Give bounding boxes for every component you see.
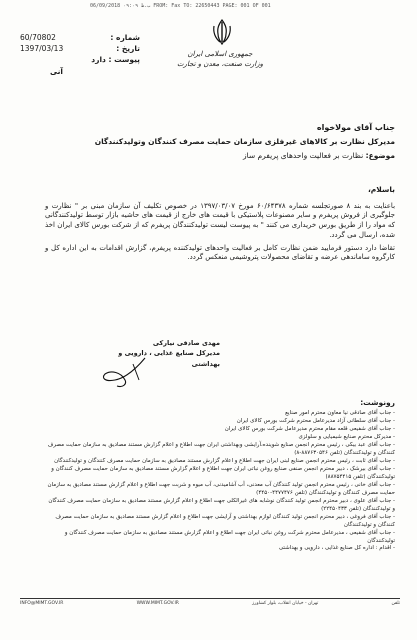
fax-header: 06/09/2018 ۰۹:۰۹ ب.ظ FROM: Fax TO: 22650443 PAGE: 001 OF 001 [90, 3, 271, 9]
addressee-block [45, 122, 395, 161]
cc-item: - جناب آقای خانی ، رئیس محترم انجمن تولید کنندگان آب معدنی، آب آشامیدنی، آب میوه و شربت جهت اطلاع و اعلام گزارش مستند مصادیق به سازمان حمایت مصرف کنندگان و تولیدکنندگان (تلفن ۴۴۷۷۴۷۶-۴۴۵۰) [47, 481, 395, 496]
date-label: تاریخ : [116, 44, 140, 53]
addressee: جناب آقای مولاخواه [316, 123, 395, 132]
cc-list [45, 410, 395, 553]
cc-item: - جناب آقای ثابت ، رئیس محترم انجمن صنایع لبنی ایران جهت اطلاع و اعلام گزارش مستند مصادیق به سازمان حمایت مصرف کنندگان و تولیدکنندگان [54, 457, 395, 464]
cc-item: - جناب آقای شفیعی قلعه مقام محترم مدیرعامل شرکت بورس کالای ایران [224, 425, 395, 432]
cc-title: رونوشت: [360, 398, 395, 407]
subject: نظارت بر فعالیت واحدهای پریفرم ساز [242, 150, 364, 160]
addressee-title: مدیرکل نظارت بر کالاهای غیرفلزی سازمان حمایت مصرف کنندگان وتولیدکنندگان [94, 137, 395, 147]
cc-item: - جناب آقای شفیعی ، مدیرعامل محترم شرکت روغن نباتی ایران جهت اطلاع و اعلام گزارش مستند مصادیق به سازمان حمایت مصرف کنندگان و تولیدکنندگان [64, 529, 395, 544]
salutation: باسلام، [367, 185, 395, 194]
letter-body [45, 185, 395, 263]
cc-item: - جناب آقای علوی ، دبیر محترم انجمن تولید کنندگان نوشابه های غیرالکلی جهت اطلاع و اعلام گزارش مستند مصادیق به سازمان حمایت مصرف کنندگان و تولیدکنندگان (تلفن ۲۲۴۵۰۴۳۳) [48, 497, 395, 512]
signatory-title: مدیرکل صنایع غذایی ، دارویی و بهداشتی [118, 349, 220, 368]
footer-web: WWW.MIMT.GOV.IR [136, 601, 179, 606]
cc-item: - جناب آقای فروغی ، دبیر محترم انجمن تولید کنندگان لوازم بهداشتی و آرایشی جهت اطلاع و اعلام گزارش مستند مصادیق به سازمان حمایت مصرف کنندگان و تولیدکنندگان [55, 513, 395, 528]
date-value: 1397/03/13 [20, 44, 64, 53]
urgent-mark: آنی [50, 67, 63, 76]
cc-item: - جناب آقای عبد بیکی ، رئیس محترم انجمن صنایع شوینده،آرایشی وبهداشتی ایران جهت اطلاع و اعلام گزارش مستند مصادیق به سازمان حمایت مصرف کنندگان و تولیدکنندگان (تلفن ۸۸۷۶۳۰۵۴۶-۸) [47, 441, 395, 456]
iran-emblem-icon [210, 18, 234, 46]
cc-item: - جناب آقای صادقی نیا معاون محترم امور صنایع [285, 410, 395, 416]
ministry-name: وزارت صنعت، معدن و تجارت [176, 60, 264, 68]
subject-label: موضوع: [365, 150, 395, 160]
number-label: شماره : [110, 33, 140, 42]
number-value: 60/70802 [20, 33, 56, 42]
cc-item: - جناب آقای بیرشک ، دبیر محترم انجمن صنفی صنایع روغن نباتی ایران جهت اطلاع و اعلام گزارش مستند مصادیق به سازمان حمایت مصرف کنندگان و تولیدکنندگان (تلفن ۸۸۷۵۴۴۱۵) [51, 465, 395, 480]
footer-email: INFO@MIMT.GOV.IR [20, 601, 64, 606]
handwritten-signature [95, 350, 155, 390]
footer-address: تهران - خیابان انقلاب، بلوار کشاورز [252, 601, 319, 606]
country-name: جمهوری اسلامی ایران [187, 50, 253, 58]
cc-item: - اقدام : اداره کل صنایع غذایی ، دارویی و بهداشتی [278, 545, 395, 552]
letter-meta [20, 32, 140, 76]
footer-divider [20, 598, 400, 599]
signatory-name: مهدی صادقی نیارکی [152, 339, 220, 347]
cc-item: - جناب آقای سلطانی آزاد مدیرعامل محترم شرکت بورس کالای ایران [236, 417, 395, 424]
paragraph-2: تقاضا دارد دستور فرمایید ضمن نظارت کامل بر فعالیت واحدهای تولیدکننده پریفرم، گزارش اقدامات به این اداره کل و کارگروه ساماندهی عرضه و تقاضای محصولات پتروشیمی منعکس گردد. [45, 243, 395, 262]
paragraph-1: باعنایت به بند ۸ صورتجلسه شماره ۶۰/۶۴۳۷۸ مورخ ۱۳۹۷/۰۳/۰۷ در خصوص تکلیف آن سازمان مبنی بر " نظارت و جلوگیری از فروش پریفرم و سایر مصنوعات پلاستیکی با قیمت های خارج از قیمت های حاشیه بازار توسط تولیدکنندگانی که مواد را از طریق بورس خریداری می کنند " به پیوست لیست تولیدکنندگان پریفرم که از شرکت بورس کالای ایران اخذ شده، ارسال می گردد. [45, 201, 396, 239]
attachment-label: پیوست : دارد [91, 55, 140, 64]
footer-phone: تلفن [391, 601, 400, 606]
footer [20, 601, 400, 611]
cc-item: - مدیرکل محترم صنایع شیمیایی و سلولزی [298, 433, 395, 440]
